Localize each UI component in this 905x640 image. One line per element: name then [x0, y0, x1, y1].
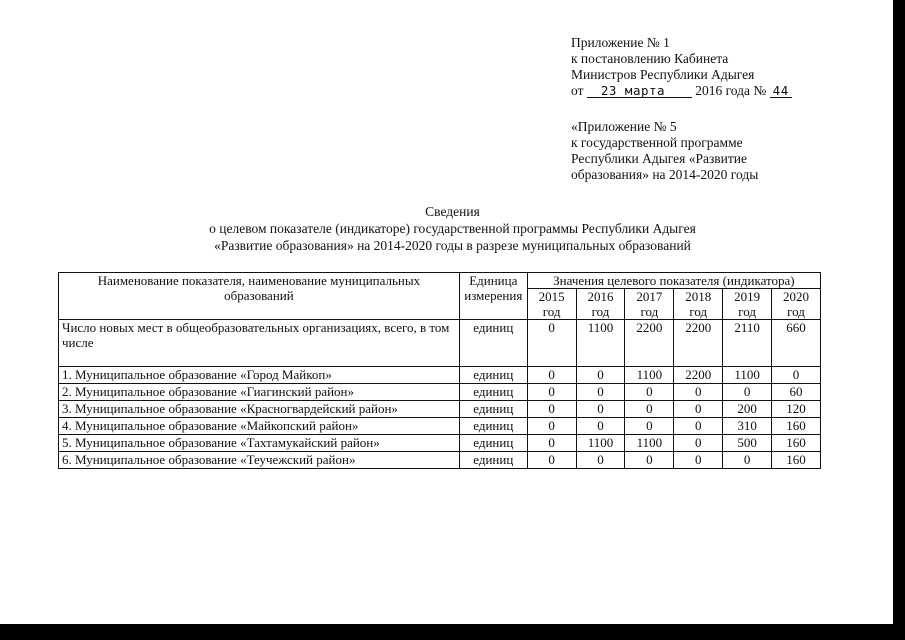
table-row — [59, 384, 821, 401]
document-heading — [0, 203, 905, 254]
row-unit: единиц — [459, 401, 527, 418]
year-header: 2018 год — [674, 289, 723, 320]
row-unit: единиц — [459, 435, 527, 452]
row-label: 1. Муниципальное образование «Город Майкоп» — [59, 367, 460, 384]
cell-value: 0 — [625, 384, 674, 401]
cell-value: 160 — [772, 435, 821, 452]
indicator-table — [58, 272, 821, 469]
row-label: 5. Муниципальное образование «Тахтамукайский район» — [59, 435, 460, 452]
cell-value: 1100 — [625, 367, 674, 384]
cell-value: 2110 — [723, 320, 772, 367]
scan-edge-bottom — [0, 624, 905, 640]
table-row — [59, 435, 821, 452]
appendix-1-line2: к постановлению Кабинета — [571, 51, 729, 66]
cell-value: 0 — [723, 384, 772, 401]
cell-value: 120 — [772, 401, 821, 418]
row-label: 3. Муниципальное образование «Красногвардейский район» — [59, 401, 460, 418]
year-text: 2016 года № — [695, 83, 767, 98]
row-label: 2. Муниципальное образование «Гиагинский район» — [59, 384, 460, 401]
cell-value: 0 — [527, 320, 576, 367]
row-label: 6. Муниципальное образование «Теучежский район» — [59, 452, 460, 469]
year-header: 2016 год — [576, 289, 625, 320]
cell-value: 0 — [527, 418, 576, 435]
cell-value: 2200 — [674, 367, 723, 384]
row-label: Число новых мест в общеобразовательных организациях, всего, в том числе — [59, 320, 460, 367]
cell-value: 0 — [674, 384, 723, 401]
cell-value: 0 — [576, 418, 625, 435]
table-row — [59, 367, 821, 384]
row-unit: единиц — [459, 367, 527, 384]
cell-value: 0 — [674, 452, 723, 469]
cell-value: 1100 — [576, 320, 625, 367]
appendix-1-line3: Министров Республики Адыгея — [571, 67, 755, 82]
cell-value: 0 — [576, 384, 625, 401]
year-header: 2015 год — [527, 289, 576, 320]
cell-value: 0 — [625, 452, 674, 469]
cell-value: 160 — [772, 418, 821, 435]
cell-value: 2200 — [674, 320, 723, 367]
appendix-5-line4: образования» на 2014-2020 годы — [571, 167, 759, 182]
heading-line3: «Развитие образования» на 2014-2020 годы в разрезе муниципальных образований — [214, 238, 691, 253]
date-prefix: от — [571, 83, 584, 98]
cell-value: 200 — [723, 401, 772, 418]
cell-value: 0 — [576, 452, 625, 469]
header-values: Значения целевого показателя (индикатора) — [527, 273, 820, 289]
heading-line2: о целевом показателе (индикаторе) государственной программы Республики Адыгея — [209, 221, 696, 236]
cell-value: 500 — [723, 435, 772, 452]
header-unit: Единица измерения — [459, 273, 527, 320]
cell-value: 0 — [576, 401, 625, 418]
row-unit: единиц — [459, 452, 527, 469]
cell-value: 0 — [527, 452, 576, 469]
table-row — [59, 418, 821, 435]
cell-value: 0 — [527, 367, 576, 384]
cell-value: 0 — [625, 418, 674, 435]
appendix-1-date-line — [571, 83, 792, 99]
appendix-5-title: «Приложение № 5 — [571, 119, 677, 134]
number-field — [770, 83, 792, 98]
row-unit: единиц — [459, 418, 527, 435]
cell-value: 660 — [772, 320, 821, 367]
cell-value: 1100 — [576, 435, 625, 452]
row-unit: единиц — [459, 320, 527, 367]
appendix-5-block — [571, 119, 758, 183]
cell-value: 0 — [674, 435, 723, 452]
table-row — [59, 401, 821, 418]
date-field — [587, 83, 692, 98]
cell-value: 2200 — [625, 320, 674, 367]
appendix-1-block — [571, 35, 792, 99]
year-header: 2017 год — [625, 289, 674, 320]
cell-value: 0 — [674, 418, 723, 435]
row-label: 4. Муниципальное образование «Майкопский район» — [59, 418, 460, 435]
cell-value: 160 — [772, 452, 821, 469]
cell-value: 0 — [772, 367, 821, 384]
row-unit: единиц — [459, 384, 527, 401]
cell-value: 0 — [625, 401, 674, 418]
cell-value: 0 — [527, 435, 576, 452]
cell-value: 0 — [576, 367, 625, 384]
heading-title: Сведения — [425, 204, 480, 219]
table-row — [59, 452, 821, 469]
table-row-total — [59, 320, 821, 367]
cell-value: 1100 — [723, 367, 772, 384]
appendix-5-line3: Республики Адыгея «Развитие — [571, 151, 748, 166]
document-number: 44 — [772, 83, 789, 98]
year-header: 2020 год — [772, 289, 821, 320]
cell-value: 0 — [723, 452, 772, 469]
appendix-1-title: Приложение № 1 — [571, 35, 670, 50]
header-name: Наименование показателя, наименование муниципальных образований — [59, 273, 460, 320]
cell-value: 0 — [674, 401, 723, 418]
cell-value: 310 — [723, 418, 772, 435]
date-value: 23 марта — [600, 83, 666, 98]
cell-value: 1100 — [625, 435, 674, 452]
cell-value: 0 — [527, 384, 576, 401]
cell-value: 0 — [527, 401, 576, 418]
cell-value: 60 — [772, 384, 821, 401]
appendix-5-line2: к государственной программе — [571, 135, 743, 150]
scan-edge-right — [893, 0, 905, 640]
year-header: 2019 год — [723, 289, 772, 320]
